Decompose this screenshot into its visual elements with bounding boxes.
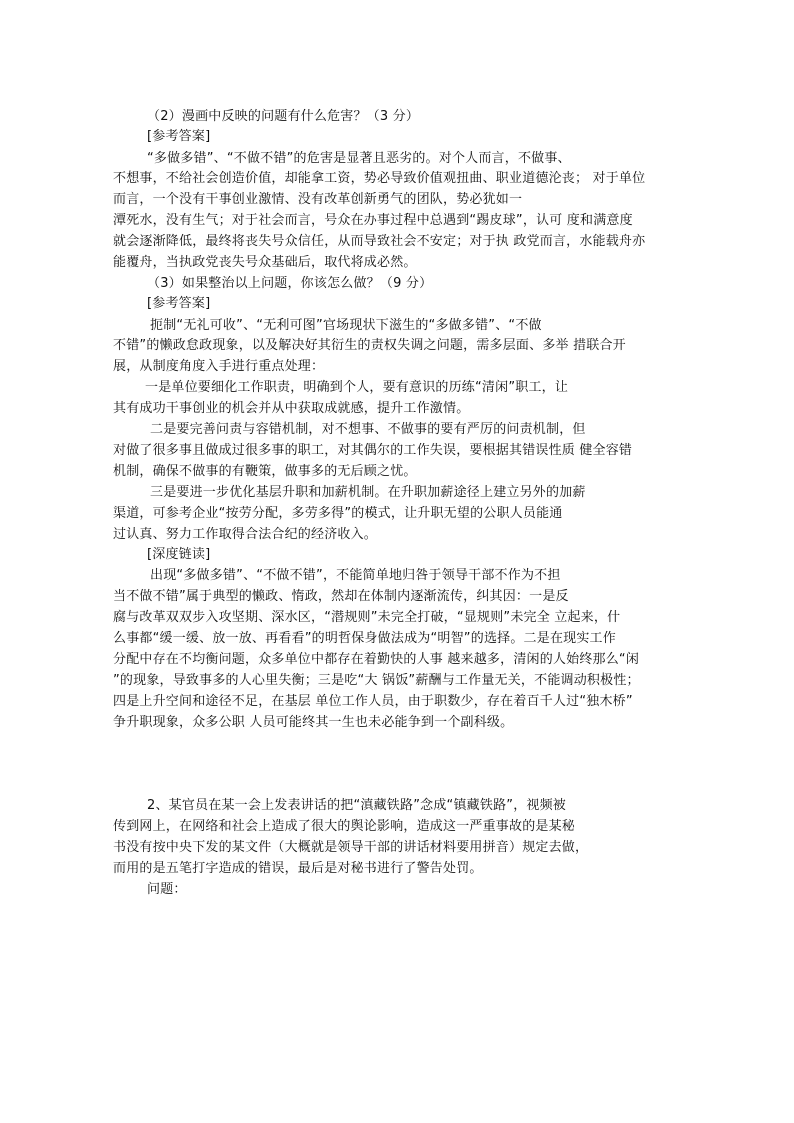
paragraph-line: 二是要完善问责与容错机制，对不想事、不做事的要有严厉的问责机制，但 <box>150 422 586 437</box>
paragraph-line: 其有成功干事创业的机会并从中获取成就感，提升工作激情。 <box>113 401 470 416</box>
deep-reading-label: [深度链读] <box>147 547 211 562</box>
paragraph-line: ”的现象，导致事多的人心里失衡；三是吃“大 锅饭”薪酬与工作量无关，不能调动积极性； <box>113 673 640 688</box>
paragraph-line: “多做多错”、“不做不错”的危害是显著且恶劣的。对个人而言，不做事、 <box>147 151 571 166</box>
paragraph-line: 能覆舟，当执政党丧失号众基础后，取代将成必然。 <box>113 255 417 270</box>
paragraph-line: 当不做不错”属于典型的懒政、惰政，然却在体制内逐渐流传，纠其因：一是反 <box>113 589 569 604</box>
paragraph-line: 机制，确保不做事的有鞭策，做事多的无后顾之忧。 <box>113 464 417 479</box>
paragraph-line: 书没有按中央下发的某文件（大概就是领导干部的讲话材料要用拼音）规定去做， <box>113 840 589 855</box>
paragraph-line: 就会逐渐降低，最终将丧失号众信任，从而导致社会不安定；对于执 政党而言，水能载舟亦 <box>113 234 646 249</box>
answer-label: [参考答案] <box>147 296 211 311</box>
paragraph-line: 一是单位要细化工作职责，明确到个人，要有意识的历练“清闲”职工，让 <box>145 380 569 395</box>
question-2: （2）漫画中反映的问题有什么危害？（3 分） <box>147 109 420 124</box>
paragraph-line: 腐与改革双双步入攻坚期、深水区，“潜规则”未完全打破，“显规则”未完全 立起来，什 <box>113 610 621 625</box>
paragraph-line: 四是上升空间和途径不足，在基层 单位工作人员，由于职数少，存在着百千人过“独木桥” <box>113 694 633 709</box>
paragraph-line: 2、某官员在某一会上发表讲话的把“滇藏铁路”念成“镇藏铁路”，视频被 <box>147 798 567 813</box>
paragraph-line: 不想事，不给社会创造价值，却能拿工资，势必导致价值观扭曲、职业道德沦丧； 对于单位 <box>113 171 646 186</box>
paragraph-line: 而用的是五笔打字造成的错误，最后是对秘书进行了警告处罚。 <box>113 861 483 876</box>
paragraph-line: 过认真、努力工作取得合法合纪的经济收入。 <box>113 527 378 542</box>
paragraph-line: 么事都“缓一缓、放一放、再看看”的明哲保身做法成为“明智”的选择。二是在现实工作 <box>113 631 616 646</box>
paragraph-line: 渠道，可参考企业“按劳分配，多劳多得”的模式，让升职无望的公职人员能通 <box>113 506 563 521</box>
paragraph-line: 扼制“无礼可收”、“无利可图”官场现状下滋生的“多做多错”、“不做 <box>150 318 542 333</box>
paragraph-line: 传到网上，在网络和社会上造成了很大的舆论影响，造成这一严重事故的是某秘 <box>113 819 576 834</box>
answer-label: [参考答案] <box>147 129 211 144</box>
paragraph-line: 争升职现象，众多公职 人员可能终其一生也未必能争到一个副科级。 <box>113 715 514 730</box>
paragraph-line: 而言，一个没有干事创业激情、没有改革创新勇气的团队，势必犹如一 <box>113 192 523 207</box>
paragraph-line: 潭死水，没有生气；对于社会而言，号众在办事过程中总遇到“踢皮球”，认可 度和满意度 <box>113 213 633 228</box>
question-3: （3）如果整治以上问题，你该怎么做？（9 分） <box>147 276 433 291</box>
paragraph-line: 不错”的懒政怠政现象，以及解决好其衍生的责权失调之问题，需多层面、多举 措联合开 <box>113 338 626 353</box>
paragraph-line: 出现“多做多错”、“不做不错”，不能简单地归咎于领导干部不作为不担 <box>150 568 561 583</box>
paragraph-line: 展，从制度角度入手进行重点处理： <box>113 359 325 374</box>
paragraph-line: 分配中存在不均衡问题，众多单位中都存在着勤快的人事 越来越多，清闲的人始终那么“闲 <box>113 652 640 667</box>
paragraph-line: 对做了很多事且做成过很多事的职工，对其偶尔的工作失误，要根据其错误性质 健全容错 <box>113 443 633 458</box>
paragraph-line: 三是要进一步优化基层升职和加薪机制。在升职加薪途径上建立另外的加薪 <box>150 485 586 500</box>
question-label: 问题： <box>147 882 187 897</box>
